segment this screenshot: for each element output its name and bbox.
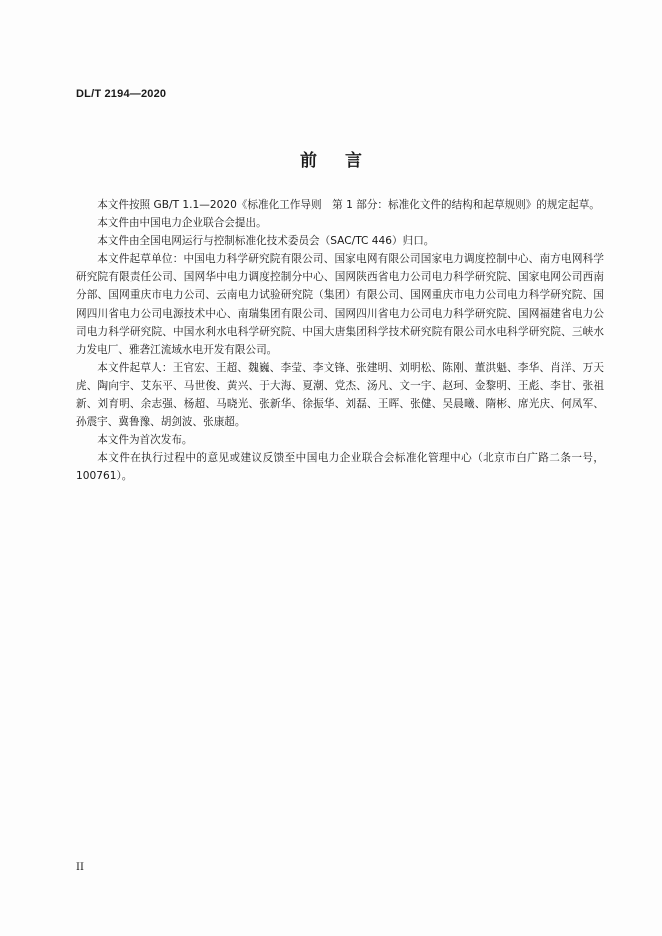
paragraph-technical-committee: 本文件由全国电网运行与控制标准化技术委员会（SAC/TC 446）归口。 <box>97 235 435 248</box>
document-id: DL/T 2194—2020 <box>76 88 167 100</box>
paragraph-drafting-organizations: 本文件起草单位：中国电力科学研究院有限公司、国家电网有限公司国家电力调度控制中心、南方电网科学研究院有限责任公司、国网华中电力调度控制分中心、国网陕西省电力公司电力科学研究院、国家电网公司西南分部、国网重庆市电力公司、云南电力试验研究院（集团）有限公司、国网重庆市电力公司电力科学研究院、国网四川省电力公司电源技术中心、南瑞集团有限公司、国网四川省电力公司电力科学研究院、国网福建省电力公司电力科学研究院、中国水利水电科学研究院、中国大唐集团科学技术研究院有限公司水电科学研究院、三峡水力发电厂、雅砻江流域水电开发有限公司。 <box>76 253 604 356</box>
page-number: II <box>76 862 84 873</box>
paragraph-first-release: 本文件为首次发布。 <box>97 434 193 447</box>
foreword-body <box>76 196 604 486</box>
paragraph-proposer: 本文件由中国电力企业联合会提出。 <box>97 217 267 230</box>
paragraph-feedback: 本文件在执行过程中的意见或建议反馈至中国电力企业联合会标准化管理中心（北京市白广路二条一号，100761）。 <box>76 452 604 483</box>
paragraph-drafters: 本文件起草人：王官宏、王超、魏巍、李莹、李文锋、张建明、刘明松、陈刚、董洪魁、李华、肖洋、万天虎、陶向宇、艾东平、马世俊、黄兴、于大海、夏潮、党杰、汤凡、文一宇、赵珂、金黎明、王彪、李甘、张祖新、刘育明、余志强、杨超、马晓光、张新华、徐振华、刘磊、王晖、张健、吴晨曦、隋彬、席光庆、何凤军、孙震宇、冀鲁豫、胡剑波、张康超。 <box>76 361 604 429</box>
page-title: 前言 <box>300 151 390 171</box>
paragraph-drafting-rules: 本文件按照 GB/T 1.1—2020《标准化工作导则 第 1 部分：标准化文件的结构和起草规则》的规定起草。 <box>97 199 600 211</box>
